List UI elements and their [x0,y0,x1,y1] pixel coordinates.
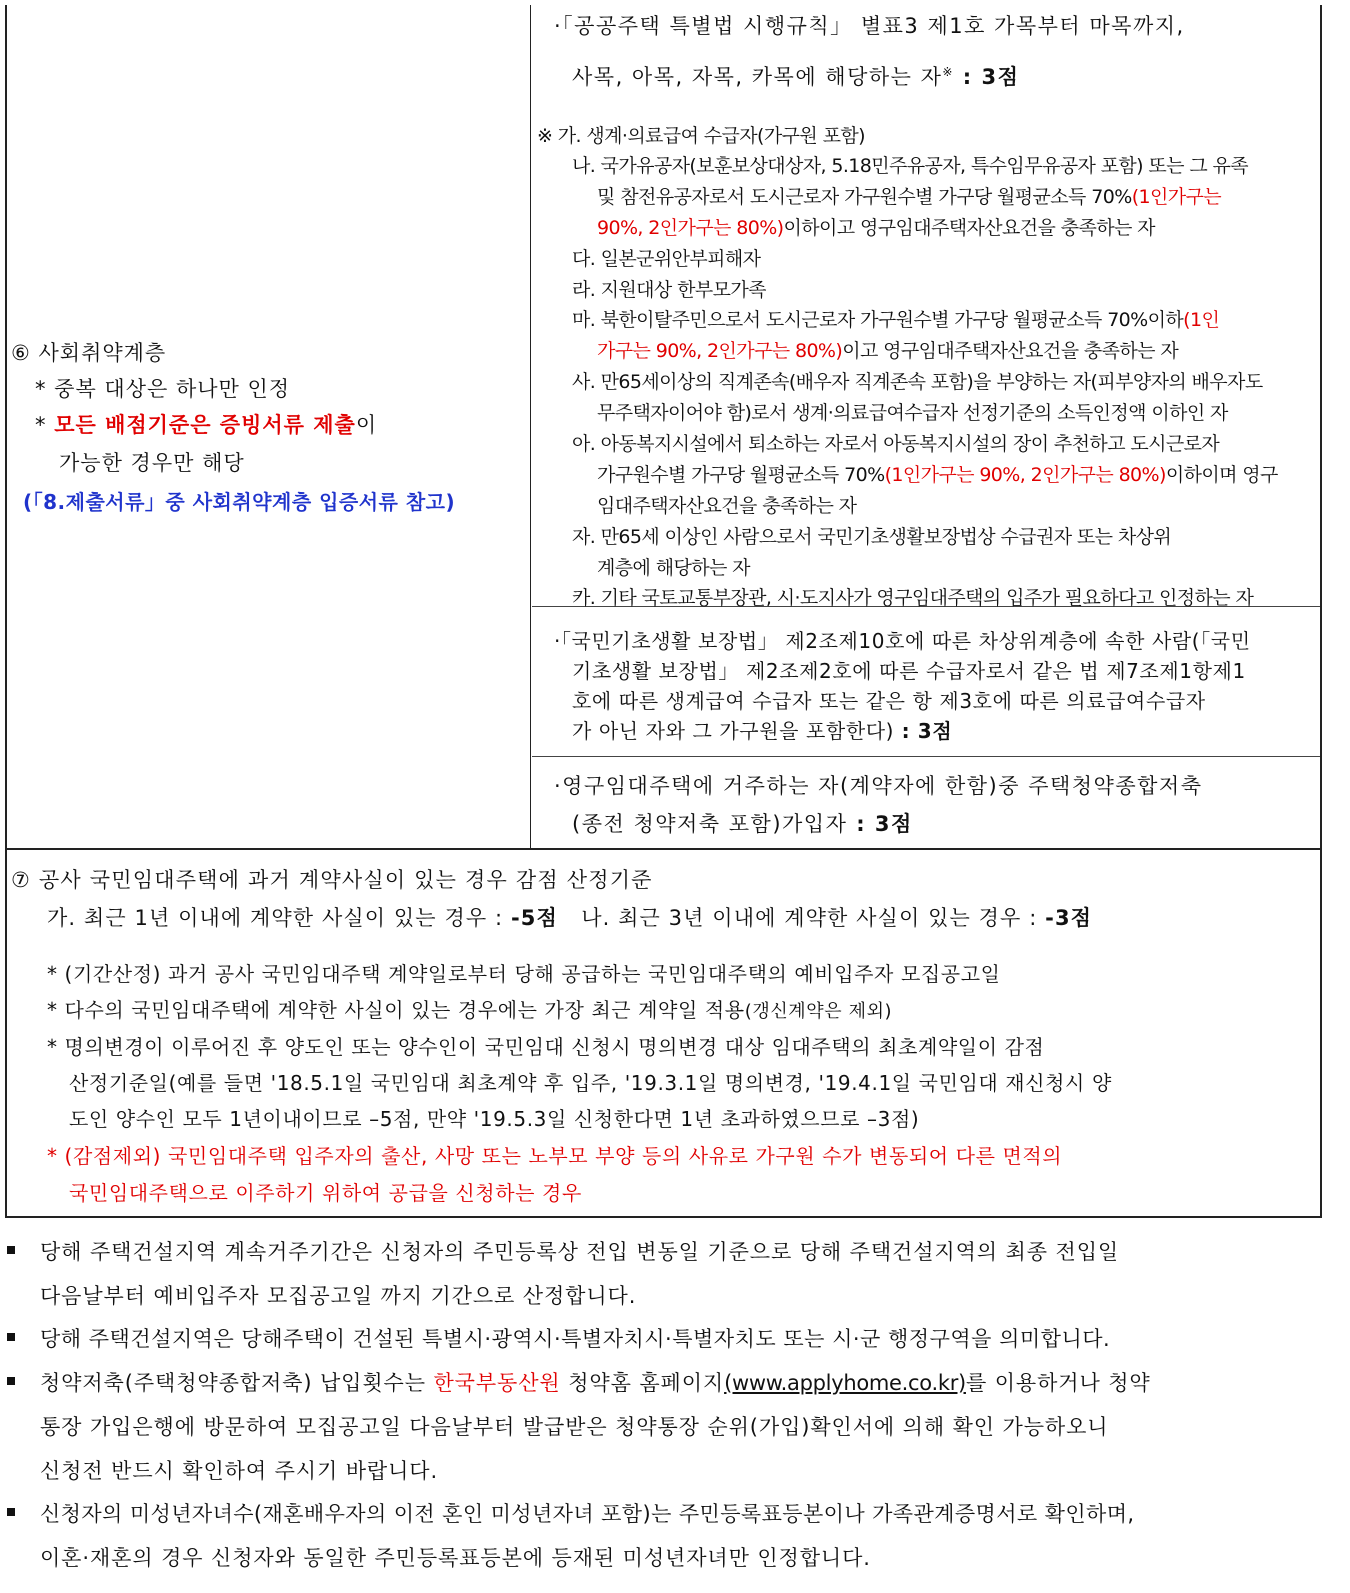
row-deduction-criteria [7,848,1320,1218]
c1-item-a-1: 아. 아동복지시설에서 퇴소하는 자로서 아동복지시설의 장이 추천하고 도시근로자 [572,433,1220,455]
row7-note-exclusion-2: 국민임대주택으로 이주하기 위하여 공급을 신청하는 경우 [69,1181,582,1205]
row7-note-transfer-1: * 명의변경이 이루어진 후 양도인 또는 양수인이 국민임대 신청시 명의변경 대상 임대주택의 최초계약일이 감점 [47,1035,1045,1059]
note-residence-2: 다음날부터 예비입주자 모집공고일 까지 기간으로 산정합니다. [40,1284,637,1308]
c1-item-ma-2: 가구는 90%, 2인가구는 80%)이고 영구임대주택자산요건을 충족하는 자 [597,340,1179,362]
note-savings-1: 청약저축(주택청약종합저축) 납입횟수는 한국부동산원 청약홈 홈페이지(www.applyhome.co.kr)를 이용하거나 청약 [40,1371,1151,1395]
note-residence-1: 당해 주택건설지역 계속거주기간은 신청자의 주민등록상 전입 변동일 기준으로 당해 주택건설지역의 최종 전입일 [40,1240,1120,1264]
bullet-square-icon [7,1246,15,1254]
row7-note-transfer-2: 산정기준일(예를 들면 '18.5.1일 국민임대 최초계약 후 입주, '19.3.1일 명의변경, '19.4.1일 국민임대 재신청시 양 [69,1071,1112,1095]
c3-line1: ·영구임대주택에 거주하는 자(계약자에 한함)중 주택청약종합저축 [554,774,1203,798]
c2-line4: 가 아닌 자와 그 가구원을 포함한다) : 3점 [572,719,953,743]
criteria-cell-3 [532,757,1320,848]
c1-head-line2: 사목, 아목, 자목, 카목에 해당하는 자※ : 3점 [572,65,1020,89]
criteria-cell-1 [532,5,1320,607]
c1-item-sa-1: 사. 만65세이상의 직계존속(배우자 직계존속 포함)을 부양하는 자(피부양자의 배우자도 [572,371,1263,393]
row7-note-multiple: * 다수의 국민임대주택에 계약한 사실이 있는 경우에는 가장 최근 계약일 적용(갱신계약은 제외) [47,998,893,1022]
c1-item-a-2: 가구원수별 가구당 월평균소득 70%(1인가구는 90%, 2인가구는 80%)이하이며 영구 [597,464,1278,486]
criteria-cell-2 [532,607,1320,757]
row6-note-duplicate: * 중복 대상은 하나만 인정 [35,377,291,401]
bullet-square-icon [7,1333,15,1341]
c1-item-ra: 라. 지원대상 한부모가족 [572,279,766,301]
c1-item-da: 다. 일본군위안부피해자 [572,248,761,270]
row-social-vulnerable [7,5,1320,850]
row7-note-exclusion-1: * (감점제외) 국민임대주택 입주자의 출산, 사망 또는 노부모 부양 등의 사유로 가구원 수가 변동되어 다른 면적의 [47,1144,1063,1168]
c1-item-na-1: 나. 국가유공자(보훈보상대상자, 5.18민주유공자, 특수임무유공자 포함) 또는 그 유족 [572,155,1249,177]
note-savings-3: 신청전 반드시 확인하여 주시기 바랍니다. [40,1459,439,1483]
c1-item-ma-1: 마. 북한이탈주민으로서 도시근로자 가구원수별 가구당 월평균소득 70%이하(1인 [572,309,1220,331]
row7-title: ⑦ 공사 국민임대주택에 과거 계약사실이 있는 경우 감점 산정기준 [11,868,653,892]
note-children-2: 이혼·재혼의 경우 신청자와 동일한 주민등록표등본에 등재된 미성년자녀만 인정합니다. [40,1546,871,1570]
c1-item-na-2: 및 참전유공자로서 도시근로자 가구원수별 가구당 월평균소득 70%(1인가구는 [597,186,1222,208]
c1-item-ga: ※ 가. 생계·의료급여 수급자(가구원 포함) [537,125,865,147]
row6-label-cell [7,5,531,848]
row6-note-evidence: * 모든 배점기준은 증빙서류 제출이 [35,413,378,437]
row6-note-applicable: 가능한 경우만 해당 [59,451,245,475]
bullet-square-icon [7,1508,15,1516]
note-savings-2: 통장 가입은행에 방문하여 모집공고일 다음날부터 발급받은 청약통장 순위(가입)확인서에 의해 확인 가능하오니 [40,1415,1109,1439]
criteria-table [5,5,1322,1218]
note-region: 당해 주택건설지역은 당해주택이 건설된 특별시·광역시·특별자치시·특별자치도 또는 시·군 행정구역을 의미합니다. [40,1327,1111,1351]
c1-item-ja-1: 자. 만65세 이상인 사람으로서 국민기초생활보장법상 수급권자 또는 차상위 [572,526,1172,548]
row7-note-period: * (기간산정) 과거 공사 국민임대주택 계약일로부터 당해 공급하는 국민임대주택의 예비입주자 모집공고일 [47,962,1001,986]
c2-line2: 기초생활 보장법」 제2조제2호에 따른 수급자로서 같은 법 제7조제1항제1 [572,659,1246,683]
c2-line1: ·「국민기초생활 보장법」 제2조제10호에 따른 차상위계층에 속한 사람(「국민 [554,629,1251,653]
c1-item-ja-2: 계층에 해당하는 자 [597,557,750,579]
row7-deductions: 가. 최근 1년 이내에 계약한 사실이 있는 경우 : -5점 나. 최근 3년 이내에 계약한 사실이 있는 경우 : -3점 [47,906,1093,930]
c1-item-ka: 카. 기타 국토교통부장관, 시·도지사가 영구임대주택의 입주가 필요하다고 인정하는 자 [572,587,1254,609]
note-children-1: 신청자의 미성년자녀수(재혼배우자의 이전 혼인 미성년자녀 포함)는 주민등록표등본이나 가족관계증명서로 확인하며, [40,1502,1135,1526]
c2-line3: 호에 따른 생계급여 수급자 또는 같은 항 제3호에 따른 의료급여수급자 [572,689,1206,713]
c1-item-a-3: 임대주택자산요건을 충족하는 자 [597,495,857,517]
row6-reference: (「8.제출서류」중 사회취약계층 입증서류 참고) [23,490,456,514]
bullet-square-icon [7,1377,15,1385]
c1-item-na-3: 90%, 2인가구는 80%)이하이고 영구임대주택자산요건을 충족하는 자 [597,217,1155,239]
c1-head-line1: ·「공공주택 특별법 시행규칙」 별표3 제1호 가목부터 마목까지, [554,14,1185,38]
c1-item-sa-2: 무주택자이어야 함)로서 생계·의료급여수급자 선정기준의 소득인정액 이하인 자 [597,402,1228,424]
row7-note-transfer-3: 도인 양수인 모두 1년이내이므로 –5점, 만약 '19.5.3일 신청한다면 1년 초과하였으므로 –3점) [69,1107,920,1131]
c3-line2: (종전 청약저축 포함)가입자 : 3점 [572,812,913,836]
applyhome-link[interactable]: (www.applyhome.co.kr) [724,1371,966,1395]
row6-title: ⑥ 사회취약계층 [11,341,167,365]
